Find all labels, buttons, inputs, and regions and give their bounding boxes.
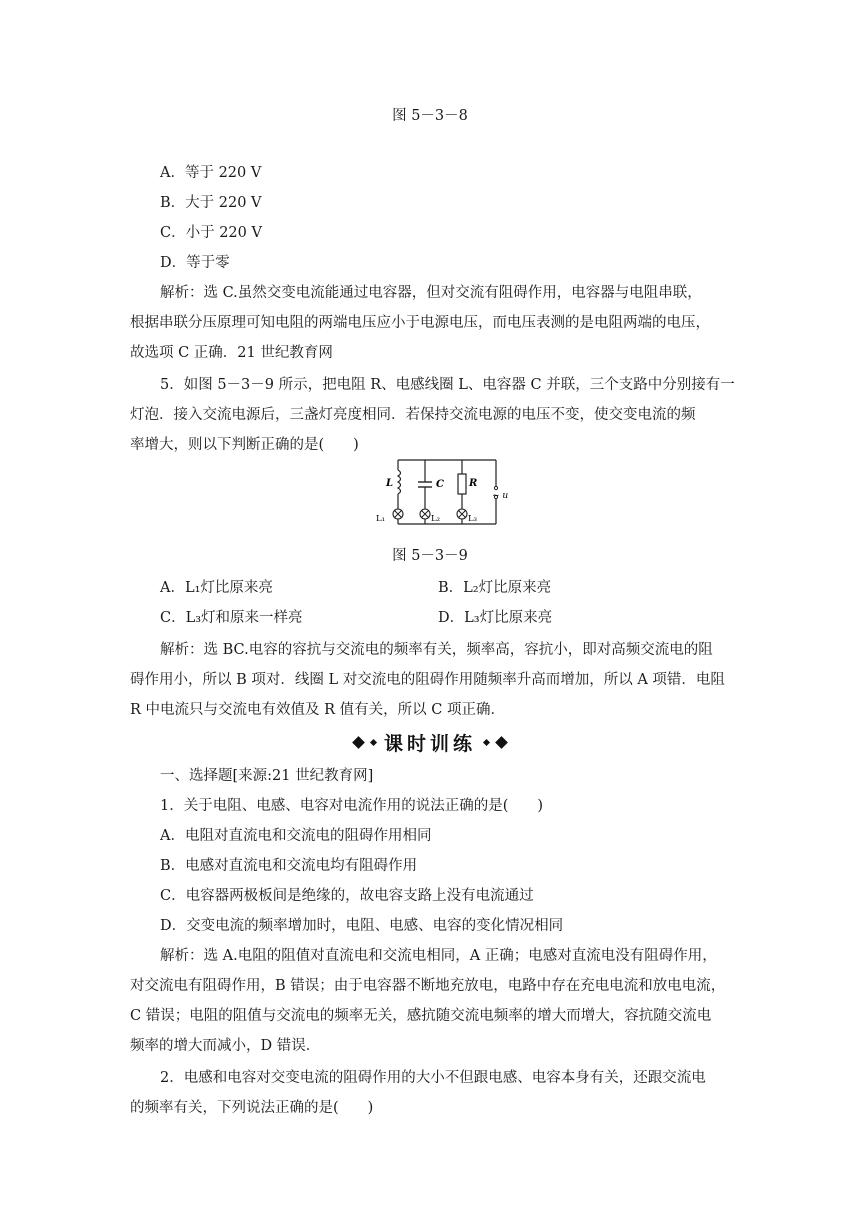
diamond-icon: [370, 738, 377, 745]
q5-option-b: B．L₂灯比原来亮: [438, 580, 552, 596]
q4-option-c: C．小于 220 V: [160, 225, 262, 241]
label-capacitor: C: [436, 479, 444, 490]
q4-option-b: B．大于 220 V: [160, 195, 262, 211]
q1-option-c: C．电容器两极板间是绝缘的，故电容支路上没有电流通过: [160, 888, 534, 904]
label-source: ~ u: [492, 491, 509, 501]
q2-stem-line-2: 的频率有关，下列说法正确的是( ): [130, 1100, 374, 1116]
q4-analysis-line-3: 故选项 C 正确．21 世纪教育网: [130, 345, 333, 361]
q4-analysis-line-1: 解析：选 C.虽然交变电流能通过电容器，但对交流有阻碍作用，电容器与电阻串联，: [160, 285, 702, 301]
banner-title: 课时训练: [383, 732, 476, 755]
label-inductor: L: [386, 478, 394, 489]
q5-analysis-line-2: 碍作用小，所以 B 项对．线圈 L 对交流电的阻碍作用随频率升高而增加，所以 A 项错．电阻: [130, 672, 725, 688]
q1-option-b: B．电感对直流电和交流电均有阻碍作用: [160, 858, 418, 874]
q1-option-a: A．电阻对直流电和交流电的阻碍作用相同: [160, 828, 432, 844]
q5-stem-line-3: 率增大，则以下判断正确的是( ): [130, 437, 359, 453]
diamond-icon: [352, 736, 365, 749]
q4-option-a: A．等于 220 V: [160, 165, 262, 181]
q4-analysis-line-2: 根据串联分压原理可知电阻的两端电压应小于电源电压，而电压表测的是电阻两端的电压，: [130, 315, 710, 331]
q5-analysis-line-3: R 中电流只与交流电有效值及 R 值有关，所以 C 项正确．: [130, 702, 505, 718]
section-heading: 一、选择题[来源:21 世纪教育网]: [160, 768, 374, 784]
label-lamp-2: L₂: [431, 514, 441, 524]
q5-stem-line-1: 5．如图 5－3－9 所示，把电阻 R、电感线圈 L、电容器 C 并联，三个支路中分别接有一: [160, 377, 735, 393]
diamond-icon: [495, 736, 508, 749]
q1-analysis-line-2: 对交流电有阻碍作用，B 错误；由于电容器不断地充放电，电路中存在充电电流和放电电流，: [130, 978, 726, 994]
q5-option-c: C．L₃灯和原来一样亮: [160, 610, 303, 626]
q5-option-a: A．L₁灯比原来亮: [160, 580, 273, 596]
inductor-coil: [398, 470, 401, 494]
label-resistor: R: [469, 478, 478, 489]
q5-analysis-line-1: 解析：选 BC.电容的容抗与交流电的频率有关，频率高，容抗小，即对高频交流电的阻: [160, 642, 713, 658]
diamond-icon: [483, 738, 490, 745]
q1-analysis-line-1: 解析：选 A.电阻的阻值对直流电和交流电相同，A 正确；电感对直流电没有阻碍作用，: [160, 948, 717, 964]
section-banner: [0, 728, 860, 756]
circuit-diagram: [372, 458, 512, 530]
figure-caption-5-3-8: 图 5－3－8: [392, 108, 468, 124]
resistor: [458, 474, 466, 494]
q4-option-d: D．等于零: [160, 255, 230, 271]
q1-analysis-line-4: 频率的增大而减小，D 错误．: [130, 1038, 321, 1054]
q1-option-d: D．交变电流的频率增加时，电阻、电感、电容的变化情况相同: [160, 918, 564, 934]
q5-option-d: D．L₃灯比原来亮: [438, 610, 553, 626]
label-lamp-1: L₁: [376, 514, 386, 524]
q1-analysis-line-3: C 错误；电阻的阻值与交流电的频率无关，感抗随交流电频率的增大而增大，容抗随交流电: [130, 1008, 712, 1024]
q5-stem-line-2: 灯泡．接入交流电源后，三盏灯亮度相同．若保持交流电源的电压不变，使交变电流的频: [130, 407, 696, 423]
q2-stem-line-1: 2．电感和电容对交变电流的阻碍作用的大小不但跟电感、电容本身有关，还跟交流电: [160, 1070, 706, 1086]
label-lamp-3: L₃: [468, 514, 478, 524]
figure-caption-5-3-9: 图 5－3－9: [392, 548, 468, 564]
q1-stem: 1．关于电阻、电感、电容对电流作用的说法正确的是( ): [160, 798, 544, 814]
